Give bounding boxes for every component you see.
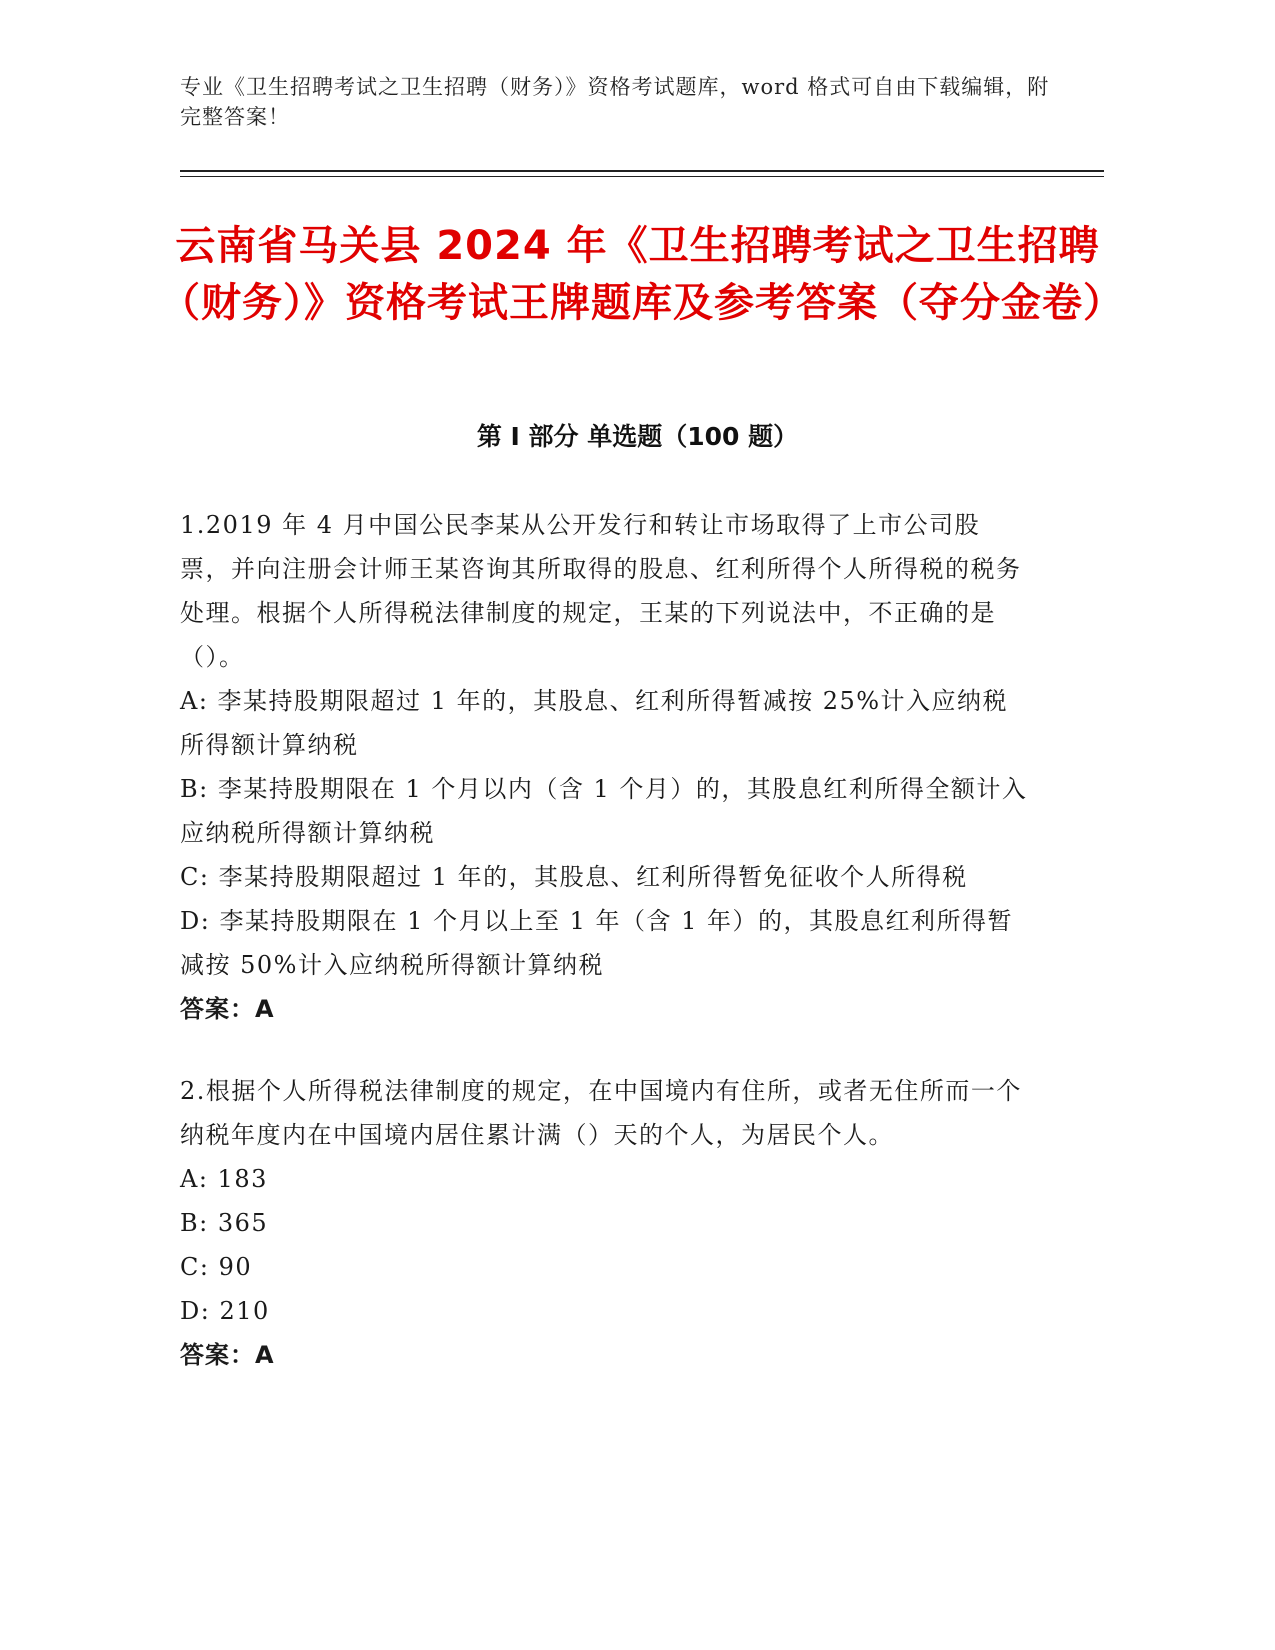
- header-divider-thick: [180, 170, 1104, 172]
- question-stem: 2.根据个人所得税法律制度的规定，在中国境内有住所，或者无住所而一个纳税年度内在中国境内居住累计满（）天的个人，为居民个人。: [180, 1077, 1022, 1149]
- option-c: C: 李某持股期限超过 1 年的，其股息、红利所得暂免征收个人所得税: [180, 863, 968, 891]
- header-divider-thin: [180, 176, 1104, 177]
- option-c: C: 90: [180, 1253, 253, 1281]
- question-2: [180, 1069, 1030, 1377]
- option-b: B: 李某持股期限在 1 个月以内（含 1 个月）的，其股息红利所得全额计入应纳税所得额计算纳税: [180, 775, 1028, 847]
- option-a: A: 李某持股期限超过 1 年的，其股息、红利所得暂减按 25%计入应纳税所得额计算纳税: [180, 687, 1009, 759]
- question-1: [180, 503, 1030, 1031]
- document-title: 云南省马关县 2024 年《卫生招聘考试之卫生招聘（财务）》资格考试王牌题库及参考答案（夺分金卷）: [160, 223, 1124, 326]
- option-a: A: 183: [180, 1165, 268, 1193]
- option-d: D: 210: [180, 1297, 270, 1325]
- answer: 答案：A: [180, 995, 275, 1023]
- option-b: B: 365: [180, 1209, 269, 1237]
- option-d: D: 李某持股期限在 1 个月以上至 1 年（含 1 年）的，其股息红利所得暂减按 50%计入应纳税所得额计算纳税: [180, 907, 1014, 979]
- answer: 答案：A: [180, 1341, 275, 1369]
- question-stem: 1.2019 年 4 月中国公民李某从公开发行和转让市场取得了上市公司股票，并向注册会计师王某咨询其所取得的股息、红利所得个人所得税的税务处理。根据个人所得税法律制度的规定，王某的下列说法中，不正确的是（）。: [180, 511, 1022, 671]
- header-note: 专业《卫生招聘考试之卫生招聘（财务）》资格考试题库，word 格式可自由下载编辑，附完整答案！: [180, 75, 1050, 129]
- section-title: 第 I 部分 单选题（100 题）: [476, 422, 799, 451]
